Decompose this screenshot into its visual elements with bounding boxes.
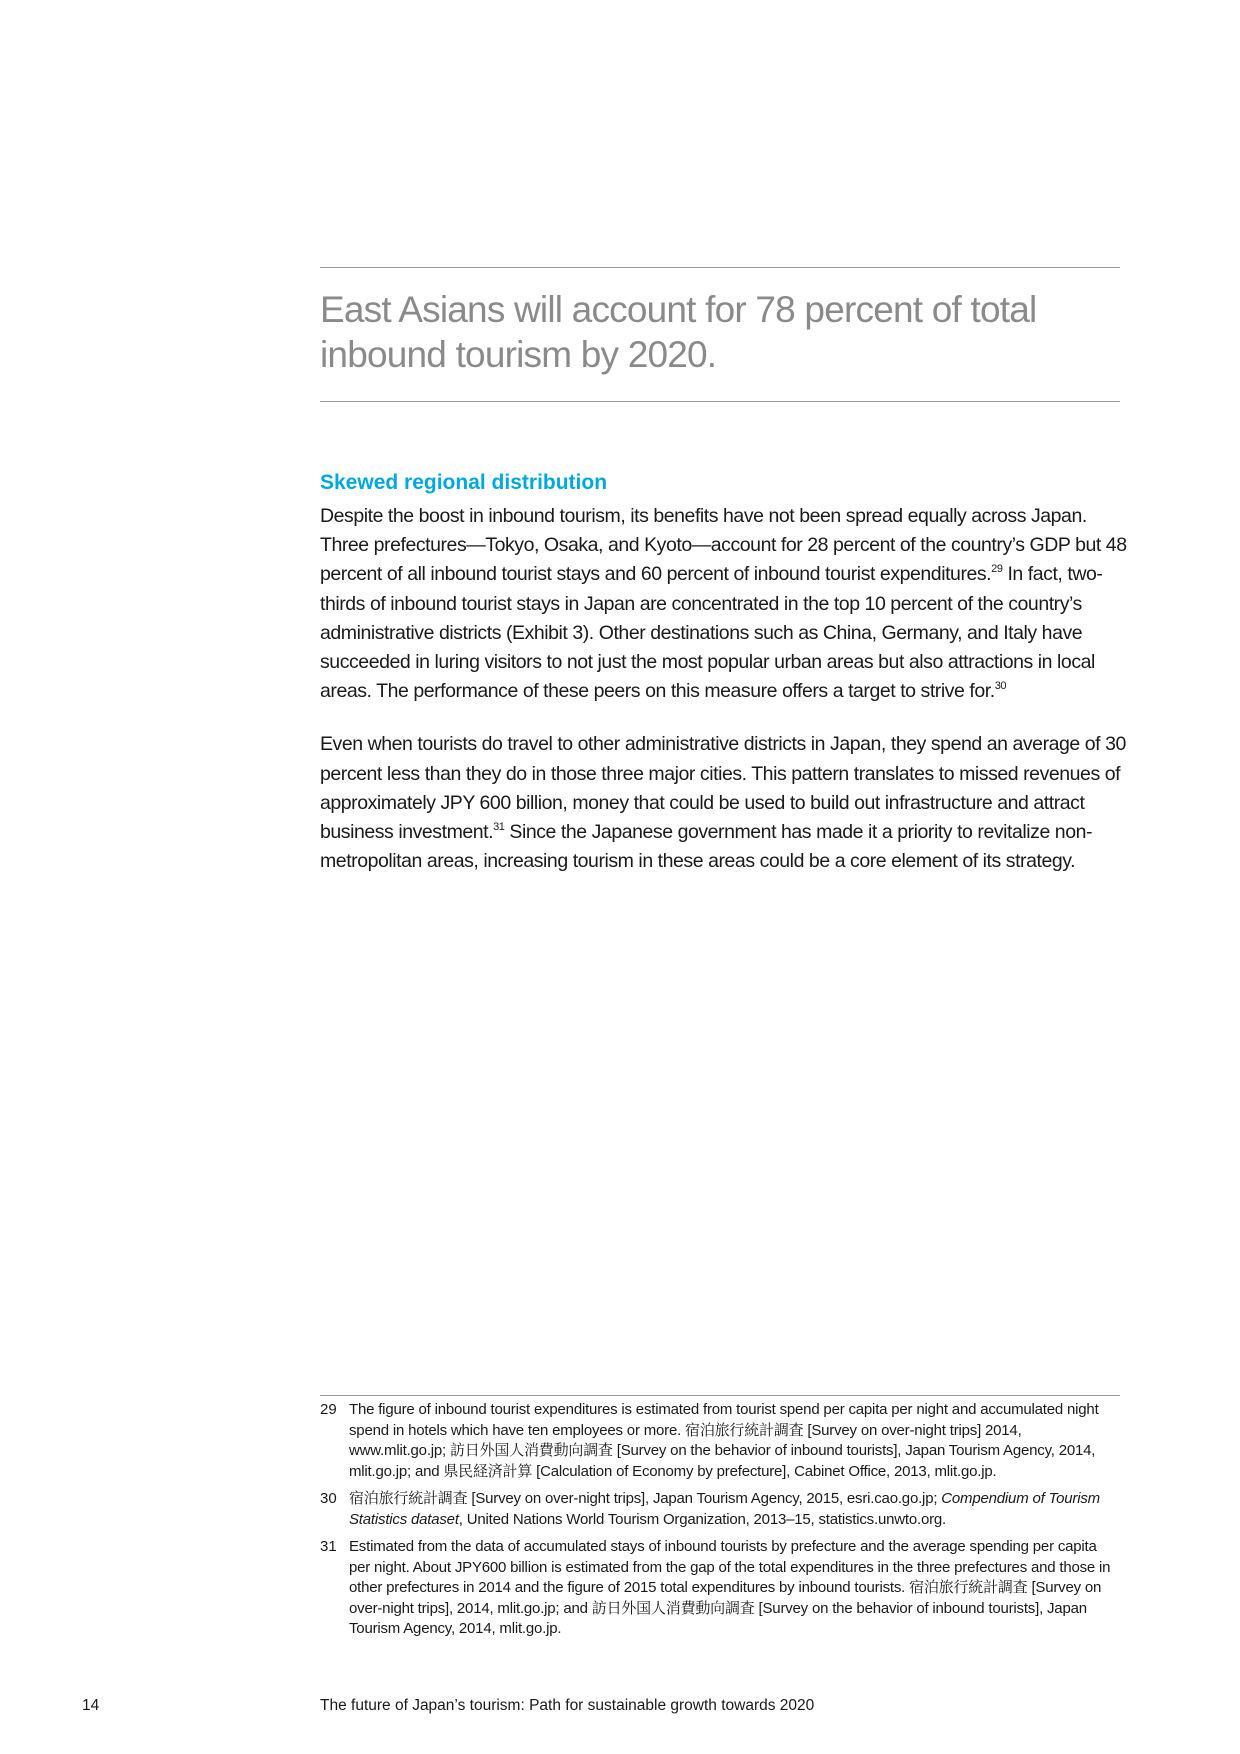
section-heading: Skewed regional distribution [320,471,608,494]
footnote [320,1400,1120,1482]
footnote-dataset-title: Compendium of Tourism Statistics dataset [349,1490,1100,1528]
pull-quote [320,267,1120,402]
footnote-number: 29 [320,1401,337,1418]
paragraph-text: Even when tourists do travel to other administrative districts in Japan, they spend an average of 30 percent less than they do in those three major cities. This pattern translates to missed revenues of approximately JPY 600 billion, money that could be used to build out infrastructure and attract business investment. [320,733,1126,844]
footnote-text-part: , United Nations World Tourism Organization, 2013–15, statistics.unwto.org. [458,1510,946,1528]
body-paragraph [320,730,1130,876]
paragraph-text: In fact, two-thirds of inbound tourist stays in Japan are concentrated in the top 10 percent of the country’s administrative districts (Exhibit 3). Other destinations such as China, Germany, and Italy have succeeded in luring visitors to not just the most popular urban areas but also attractions in local areas. The performance of these peers on this measure offers a target to strive for. [320,563,1103,703]
footnote-number: 31 [320,1538,337,1555]
footnote-ref[interactable]: 29 [991,563,1003,576]
page-number: 14 [82,1697,100,1714]
footnote-text [349,1489,1120,1530]
pull-quote-text: East Asians will account for 78 percent of total inbound tourism by 2020. [320,289,1037,375]
paragraph-text: Despite the boost in inbound tourism, its benefits have not been spread equally across Japan. Three prefectures—Tokyo, Osaka, and Kyoto—account for 28 percent of the country’s GDP but 48 percent of all inbound tourist stays and 60 percent of inbound tourist expenditures. [320,505,1127,586]
footnote-text: The figure of inbound tourist expenditures is estimated from tourist spend per capita per night and accumulated night spend in hotels which have ten employees or more. 宿泊旅行統計調査 [Survey on over-night trips] 2014, www.mlit.go.jp; 訪日外国人消費動向調査 [Survey on the behavior of inbound tourists], Japan Tourism Agency, 2014, mlit.go.jp; and 県民経済計算 [Calculation of Economy by prefecture], Cabinet Office, 2013, mlit.go.jp. [349,1401,1099,1480]
paragraph-text: Since the Japanese government has made it a priority to revitalize non-metropolitan areas, increasing tourism in these areas could be a core element of its strategy. [320,821,1093,873]
body-section [320,470,1130,876]
footnote-text-part: 宿泊旅行統計調査 [Survey on over-night trips], Japan Tourism Agency, 2015, esri.cao.go.jp; [349,1490,942,1507]
footnote-ref[interactable]: 30 [994,680,1007,693]
footnote [320,1489,1120,1530]
running-footer-title: The future of Japan’s tourism: Path for sustainable growth towards 2020 [320,1697,815,1714]
body-paragraph [320,502,1130,706]
footnotes [320,1395,1120,1647]
footnote-text: Estimated from the data of accumulated stays of inbound tourists by prefecture and the average spending per capita per night. About JPY600 billion is estimated from the gap of the total expenditures in the three prefectures and those in other prefectures in 2014 and the figure of 2015 total expenditures by inbound tourists. 宿泊旅行統計調査 [Survey on over-night trips], 2014, mlit.go.jp; and 訪日外国人消費動向調査 [Survey on the behavior of inbound tourists], Japan Tourism Agency, 2014, mlit.go.jp. [349,1538,1111,1637]
footnote-number: 30 [320,1490,337,1507]
footnote [320,1537,1120,1640]
footnote-ref[interactable]: 31 [493,821,505,834]
